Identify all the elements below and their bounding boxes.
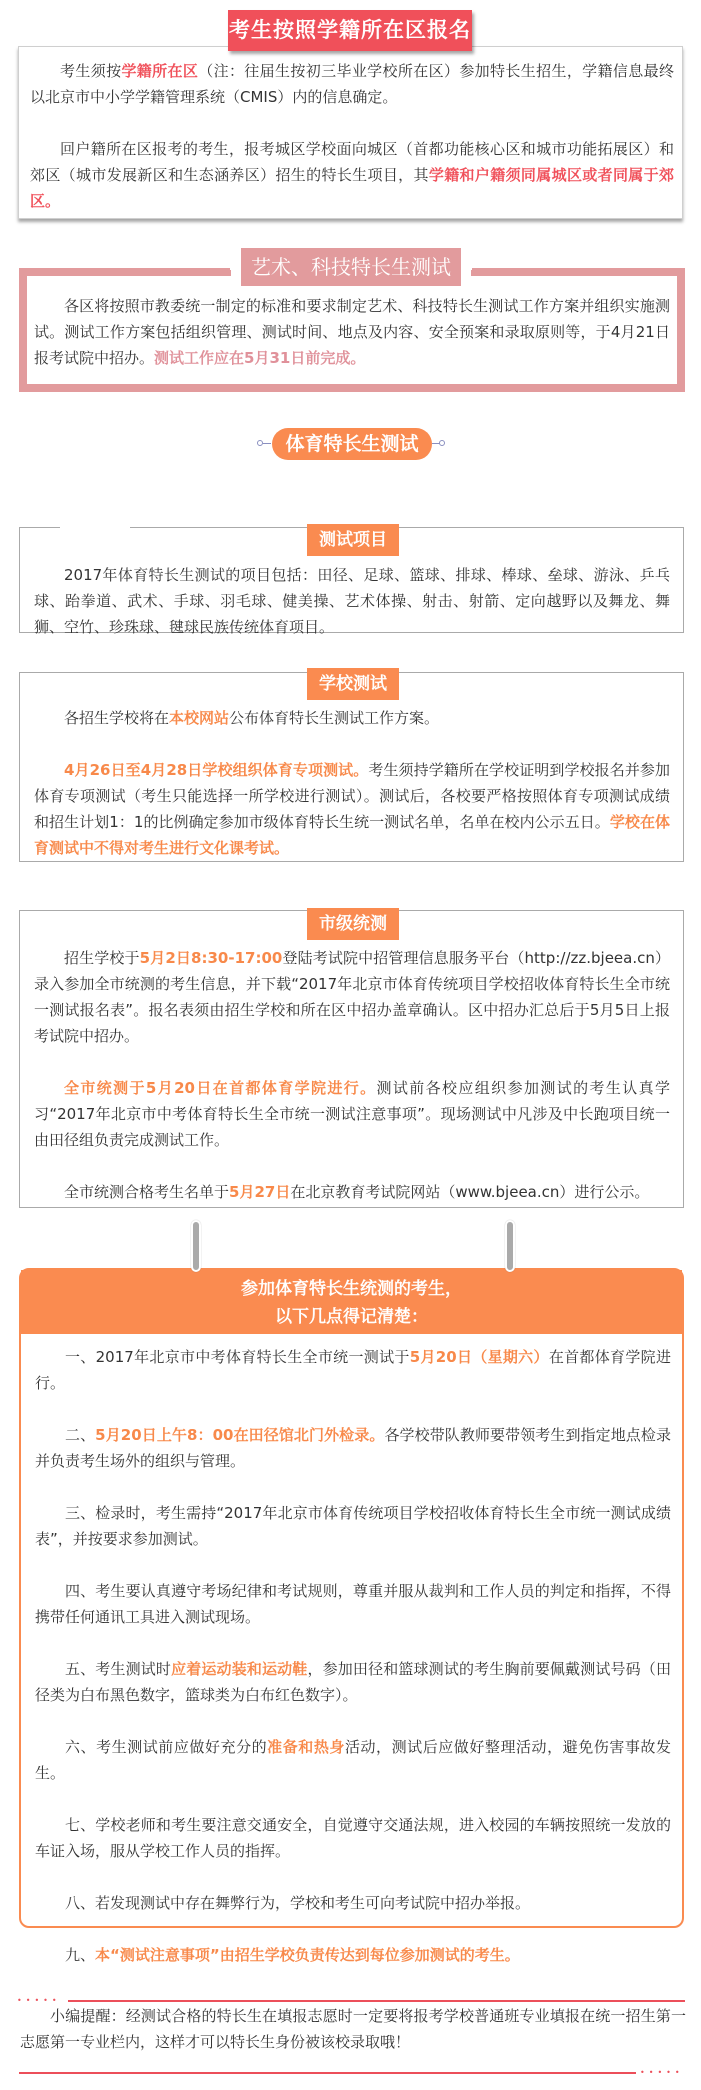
notes-item: [35, 1734, 671, 1786]
text: 公布体育特长生测试工作方案。: [229, 709, 440, 727]
text: 回户籍所在区报考的考生，报考城区学校面向城区（首都功能核心区和城市功能拓展区）和郊区（城市发展新区和生态涵养区）招生的特长生项目，其: [30, 140, 674, 184]
connector-line: [263, 443, 271, 444]
notes-item: [35, 1422, 671, 1474]
school-test-paragraph-2: [34, 757, 670, 861]
text: 八、若发现测试中存在舞弊行为，学校和考生可向考试院中招办举报。: [65, 1894, 531, 1912]
notes-list: [35, 1344, 671, 1994]
text: 一、2017年北京市中考体育特长生全市统一测试于: [65, 1348, 410, 1366]
text: 活动，测试后应做好整理活动，避免伤害事故发生。: [35, 1738, 671, 1782]
notes-header-line-2: 以下几点得记清楚：: [275, 1307, 428, 1327]
notes-box: [19, 1268, 684, 1964]
registration-paragraph-2: [30, 136, 674, 214]
notes-item: [35, 1812, 671, 1864]
text: 各区将按照市教委统一制定的标准和要求制定艺术、科技特长生测试工作方案并组织实施测试。测试工作方案包括组织管理、测试时间、地点及内容、安全预案和录取原则等，于4月21日报考试院中招办。: [34, 297, 670, 367]
school-test-paragraph-1: [34, 705, 670, 731]
highlight-text: 应着运动装和运动鞋: [171, 1660, 308, 1678]
city-test-paragraph-1: [34, 945, 670, 1049]
test-items-paragraph: 2017年体育特长生测试的项目包括：田径、足球、篮球、排球、棒球、垒球、游泳、乒乓球、跆拳道、武术、手球、羽毛球、健美操、艺术体操、射击、射箭、定向越野以及舞龙、舞狮、空竹、珍珠球、毽球民族传统体育项目。: [34, 566, 670, 636]
text: 五、考生测试时: [65, 1660, 172, 1678]
text: 全市统测合格考生名单于: [64, 1183, 230, 1201]
city-test-content: [34, 945, 670, 1205]
text: 九、: [65, 1946, 96, 1964]
highlight-text: 准备和热身: [267, 1738, 345, 1756]
sports-section-title: 体育特长生测试: [272, 428, 432, 460]
art-tech-paragraph: [34, 293, 670, 371]
dots-decoration-icon: •••••: [640, 2068, 684, 2077]
highlight-text: 学籍所在区: [121, 62, 199, 80]
divider-line: [19, 2072, 636, 2074]
highlight-text: 本“测试注意事项”由招生学校负责传达到每位参加测试的考生。: [95, 1946, 520, 1964]
text: 测试前各校应组织参加测试的考生认真学习“2017年北京市中考体育特长生全市统一测试注意事项”。现场测试中凡涉及中长跑项目统一由田径组负责完成测试工作。: [34, 1079, 670, 1149]
reminder-text: 小编提醒：经测试合格的特长生在填报志愿时一定要将报考学校普通班专业填报在统一招生第一志愿第一专业栏内，这样才可以特长生身份被该校录取哦！: [20, 2007, 686, 2051]
test-items-title: 测试项目: [307, 524, 399, 556]
text: 在北京教育考试院网站（www.bjeea.cn）进行公示。: [290, 1183, 650, 1201]
notes-item: [35, 1578, 671, 1630]
highlight-text: 5月27日: [229, 1183, 291, 1201]
connector-dot-icon: [439, 440, 445, 446]
text: ，参加田径和篮球测试的考生胸前要佩戴测试号码（田径类为白布黑色数字，篮球类为白布红色数字）。: [35, 1660, 671, 1704]
notes-item: [35, 1942, 671, 1968]
registration-section-content: [30, 58, 674, 214]
text: 招生学校于: [64, 949, 140, 967]
registration-paragraph-1: [30, 58, 674, 110]
text: 各学校带队教师要带领考生到指定地点检录并负责考生场外的组织与管理。: [35, 1426, 671, 1470]
notes-item: [35, 1500, 671, 1552]
school-test-title: 学校测试: [307, 668, 399, 700]
text: 考生须按: [60, 62, 122, 80]
highlight-text: 4月26日至4月28日学校组织体育专项测试。: [64, 761, 369, 779]
highlight-text: 全市统测于5月20日在首都体育学院进行。: [64, 1079, 377, 1097]
city-test-paragraph-2: [34, 1075, 670, 1153]
notes-item: [35, 1344, 671, 1396]
notes-item: [35, 1890, 671, 1916]
highlight-text: 学籍和户籍须同属城区或者同属于郊区。: [30, 166, 674, 210]
highlight-text: 5月2日8:30-17:00: [139, 949, 283, 967]
highlight-text: 测试工作应在5月31日前完成。: [154, 349, 366, 367]
text: （注：往届生按初三毕业学校所在区）参加特长生招生，学籍信息最终以北京市中小学学籍管理系统（CMIS）内的信息确定。: [30, 62, 674, 106]
text: 六、考生测试前应做好充分的: [65, 1738, 268, 1756]
test-items-content: [34, 562, 670, 640]
text: 登陆考试院中招管理信息服务平台（http://zz.bjeea.cn）录入参加全市统测的考生信息，并下载“2017年北京市体育传统项目学校招收体育特长生全市统一测试报名表”。报名表须由招生学校和所在区中招办盖章确认。区中招办汇总后于5月5日上报考试院中招办。: [34, 949, 670, 1045]
highlight-text: 5月20日上午8：00在田径馆北门外检录。: [95, 1426, 385, 1444]
text: 在首都体育学院进行。: [35, 1348, 671, 1392]
art-tech-section-content: [34, 293, 670, 371]
text: 四、考生要认真遵守考场纪律和考试规则，尊重并服从裁判和工作人员的判定和指挥，不得携带任何通讯工具进入测试现场。: [35, 1582, 671, 1626]
city-test-title: 市级统测: [307, 908, 399, 940]
notes-header: [21, 1270, 682, 1334]
school-test-content: [34, 705, 670, 861]
notes-item: [35, 1656, 671, 1708]
notes-header-line-1: 参加体育特长生统测的考生，: [241, 1279, 462, 1299]
divider-line: [68, 2000, 685, 2002]
text: 三、检录时，考生需持“2017年北京市体育传统项目学校招收体育特长生全市统一测试成绩表”，并按要求参加测试。: [35, 1504, 671, 1548]
binder-ring-icon: [191, 1220, 201, 1272]
dots-decoration-icon: •••••: [17, 1996, 61, 2005]
reminder-content: [20, 2003, 686, 2055]
registration-section-title: 考生按照学籍所在区报名: [228, 10, 472, 51]
highlight-text: 学校在体育测试中不得对考生进行文化课考试。: [34, 813, 670, 857]
art-tech-section-title: 艺术、科技特长生测试: [241, 248, 461, 286]
text: 七、学校老师和考生要注意交通安全，自觉遵守交通法规，进入校园的车辆按照统一发放的车证入场，服从学校工作人员的指挥。: [35, 1816, 671, 1860]
text: 二、: [65, 1426, 96, 1444]
text: 考生须持学籍所在学校证明到学校报名并参加体育专项测试（考生只能选择一所学校进行测试）。测试后，各校要严格按照体育专项测试成绩和招生计划1：1的比例确定参加市级体育特长生统一测试名单，名单在校内公示五日。: [34, 761, 670, 831]
city-test-paragraph-3: [34, 1179, 670, 1205]
highlight-text: 5月20日（星期六）: [409, 1348, 549, 1366]
border-gap: [60, 520, 130, 534]
text: 各招生学校将在: [64, 709, 170, 727]
highlight-text: 本校网站: [169, 709, 230, 727]
binder-ring-icon: [505, 1220, 515, 1272]
